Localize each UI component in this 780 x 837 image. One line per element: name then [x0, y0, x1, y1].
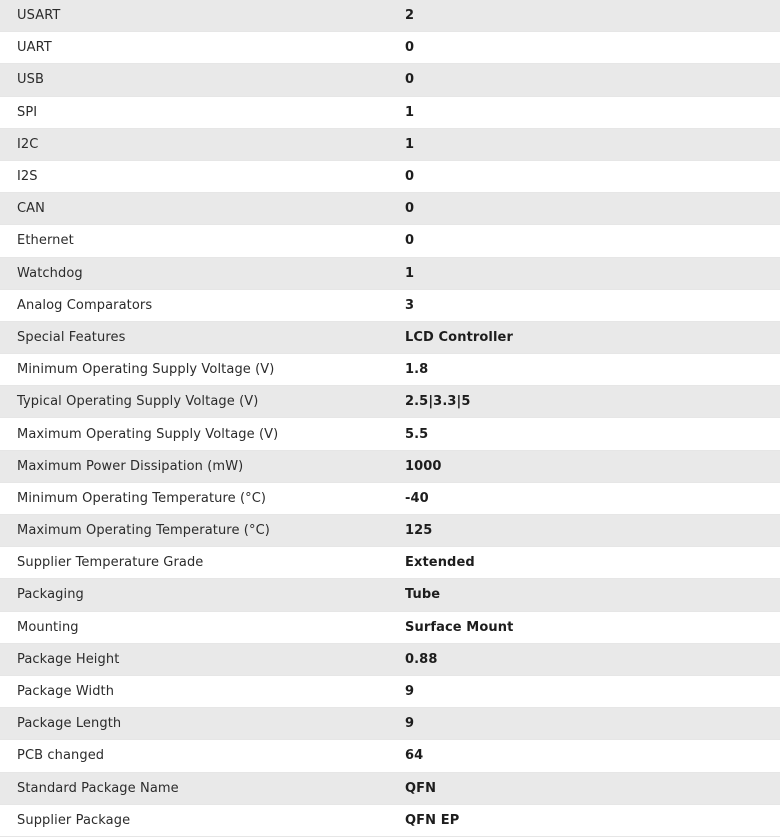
- spec-value: Extended: [405, 555, 475, 571]
- spec-value: QFN: [405, 780, 437, 796]
- spec-value: QFN EP: [405, 812, 460, 828]
- spec-name: I2C: [17, 136, 39, 152]
- spec-name: Maximum Operating Supply Voltage (V): [17, 426, 279, 442]
- spec-row-usart: [0, 0, 780, 32]
- spec-name: SPI: [17, 104, 38, 120]
- spec-name: Minimum Operating Supply Voltage (V): [17, 362, 275, 378]
- spec-value: 1000: [405, 458, 442, 474]
- spec-value: 0: [405, 169, 415, 185]
- spec-name: Analog Comparators: [17, 297, 153, 313]
- spec-row-max-operating-temperature: [0, 515, 780, 547]
- spec-name: USART: [17, 8, 61, 24]
- spec-name: USB: [17, 72, 44, 88]
- spec-name: Package Length: [17, 716, 122, 732]
- spec-name: Ethernet: [17, 233, 74, 249]
- spec-row-package-length: [0, 708, 780, 740]
- spec-value: 5.5: [405, 426, 429, 442]
- spec-name: Mounting: [17, 619, 79, 635]
- spec-value: -40: [405, 490, 429, 506]
- spec-value: 9: [405, 716, 415, 732]
- spec-value: 1: [405, 136, 415, 152]
- spec-value: 2.5|3.3|5: [405, 394, 471, 410]
- spec-row-special-features: [0, 321, 780, 353]
- spec-row-ethernet: [0, 225, 780, 257]
- spec-row-i2c: [0, 128, 780, 160]
- spec-row-package-height: [0, 643, 780, 675]
- spec-name: Supplier Package: [17, 812, 131, 828]
- spec-value: 3: [405, 297, 415, 313]
- spec-value: 1: [405, 265, 415, 281]
- spec-name: Package Width: [17, 684, 115, 700]
- spec-row-pcb-changed: [0, 740, 780, 772]
- spec-name: Typical Operating Supply Voltage (V): [17, 394, 259, 410]
- spec-name: I2S: [17, 169, 38, 185]
- spec-row-packaging: [0, 579, 780, 611]
- spec-value: Surface Mount: [405, 619, 514, 635]
- spec-value: 0.88: [405, 651, 438, 667]
- spec-value: 0: [405, 233, 415, 249]
- spec-row-mounting: [0, 611, 780, 643]
- spec-value: 0: [405, 201, 415, 217]
- spec-row-typical-supply-voltage: [0, 386, 780, 418]
- spec-name: Standard Package Name: [17, 780, 179, 796]
- spec-name: Maximum Operating Temperature (°C): [17, 523, 270, 539]
- spec-row-analog-comparators: [0, 289, 780, 321]
- spec-value: 9: [405, 684, 415, 700]
- spec-value: 0: [405, 72, 415, 88]
- spec-row-watchdog: [0, 257, 780, 289]
- spec-value: 0: [405, 40, 415, 56]
- spec-value: 1.8: [405, 362, 429, 378]
- spec-row-uart: [0, 32, 780, 64]
- spec-value: Tube: [405, 587, 441, 603]
- spec-value: 2: [405, 8, 415, 24]
- spec-row-can: [0, 193, 780, 225]
- spec-value: LCD Controller: [405, 329, 513, 345]
- spec-row-usb: [0, 64, 780, 96]
- spec-row-max-power-dissipation: [0, 450, 780, 482]
- spec-row-package-width: [0, 675, 780, 707]
- spec-row-supplier-package: [0, 804, 780, 836]
- spec-row-i2s: [0, 160, 780, 192]
- spec-name: Package Height: [17, 651, 120, 667]
- spec-row-supplier-temperature-grade: [0, 547, 780, 579]
- spec-row-min-operating-temperature: [0, 482, 780, 514]
- spec-name: PCB changed: [17, 748, 105, 764]
- spec-name: CAN: [17, 201, 45, 217]
- spec-name: Packaging: [17, 587, 84, 603]
- spec-name: Maximum Power Dissipation (mW): [17, 458, 244, 474]
- spec-value: 1: [405, 104, 415, 120]
- spec-name: Minimum Operating Temperature (°C): [17, 490, 267, 506]
- spec-row-spi: [0, 96, 780, 128]
- spec-value: 125: [405, 523, 433, 539]
- spec-row-min-supply-voltage: [0, 354, 780, 386]
- spec-row-max-supply-voltage: [0, 418, 780, 450]
- spec-name: Special Features: [17, 329, 126, 345]
- spec-name: Supplier Temperature Grade: [17, 555, 204, 571]
- spec-value: 64: [405, 748, 424, 764]
- spec-row-standard-package-name: [0, 772, 780, 804]
- spec-name: UART: [17, 40, 52, 56]
- spec-name: Watchdog: [17, 265, 83, 281]
